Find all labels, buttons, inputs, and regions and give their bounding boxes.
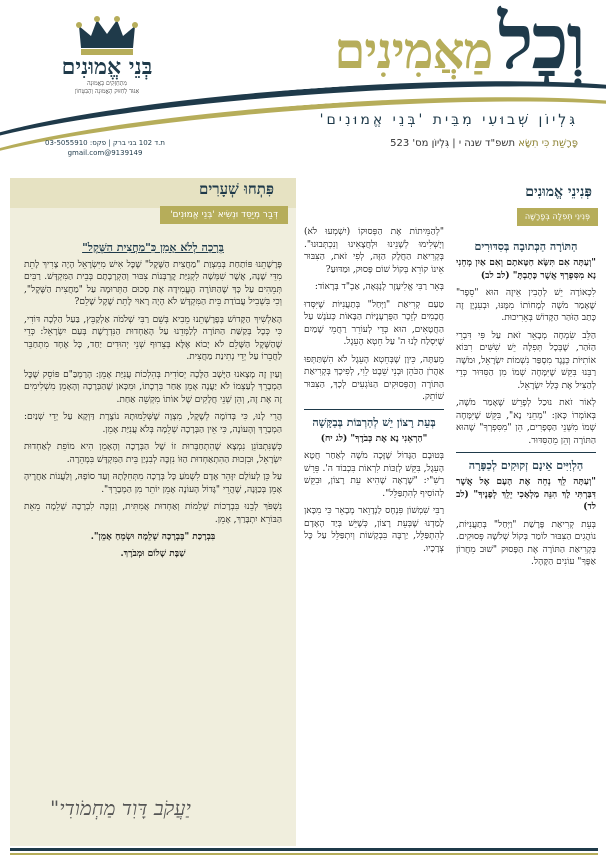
middle-column (304, 226, 444, 846)
issue-line: פָּרָשַׁת כִּי תִשָּׂא תשפ"ד שנה י | גִּלְיוֹן מס' 523 (390, 138, 578, 149)
editorial-paragraph: וְעַיִן זֶה מָצָאנוּ הַיָּשָׁב הַלָּכָה יְסוֹדִית בְּהִלְכוֹת עֲנִיַּת אָמֵן: הָרַמְבַּ"ם פּוֹסֵק שֶׁכׇּל הַמְבָרֵךְ לְעַצְמוֹ לֹא יַעֲנֶה אָמֵן אַחַר בִּרְכָתוֹ, וּמִכָּאן שֶׁהַבְּרָכָה וְהָאָמֵן מִשְׁלִימִים זֶה אֶת זֶה, וְהֵן שְׁנֵי חֲלָקִים שֶׁל אוֹתוֹ מִקְשֵׁה אַחַת. (24, 369, 282, 405)
masthead-subtitle: גִּלְיוֹן שְׁבוּעִי מִבֵּית 'בְּנֵי אֱמוּנִים' (319, 112, 578, 128)
pearls-header (452, 178, 598, 226)
editorial-paragraph: עַל כֵּן לְעוֹלָם יִזָּהֵר אָדָם לִשְׁמֹעַ כָּל בְּרָכָה מִתְּחִלָּתָהּ וְעַד סוֹפָהּ, וְלַעֲנוֹת אַחֲרֶיהָ אָמֵן בְּכַוָּנָה, שֶׁהֲרֵי "גָּדוֹל הָעוֹנֶה אָמֵן יוֹתֵר מִן הַמְבָרֵךְ". (24, 472, 282, 495)
crown-icon (75, 14, 139, 58)
editorial-section-title: פִּתְחוּ שְׁעָרִים (198, 180, 274, 198)
editorial-paragraph: כְּשֶׁנִּתְבּוֹנֵן נִמְצָא שֶׁהִתְחַבְּרוּת זוֹ שֶׁל הַבְּרָכָה וְהָאָמֵן הִיא מוֹפֵת לְאַחְדוּת יִשְׂרָאֵל, וּבִזְכוּת הַהִתְאַחְדוּת הַזּוֹ נִזְכֶּה לְבִנְיַן בֵּית הַמִּקְדָּשׁ בִּמְהֵרָה. (24, 442, 282, 465)
pearls-heading-2: הַלְוִיִּים אֵינָם זְקוּקִים לְכַפָּרָה (468, 459, 584, 472)
masthead-title (204, 0, 584, 86)
middle-paragraph: טַעַם קְרִיאַת "וַיְּחַל" בְּתַעֲנִיּוֹת שֶׁיִּסְּדוּ חֲכָמִים לְזֵכֶר הַפֻּרְעָנֻיּוֹת הַבָּאוֹת כְּעֹנֶשׁ עַל הַחֲטָאִים, הוּא כְּדֵי לְעוֹרֵר רַחֲמֵי שָׁמַיִם שֶׁיִּסְלַח לָנוּ ה' עַל חֵטְא הָעֵגֶל. (304, 299, 444, 347)
issue-year: תשפ"ד שנה י (458, 138, 516, 149)
middle-paragraph: מֵעַתָּה, כֵּיוָן שֶׁבְּחֵטְא הָעֵגֶל לֹא הִשְׁתַּתְּפוּ אַהֲרֹן הַכֹּהֵן וּבְנֵי שֵׁבֶט לֵוִי, לְפִיכָךְ בְּקְרִיאַת הַתּוֹרָה וְהַפְּסוּקִים הַנּוֹגְעִים לְכָךְ, הַצִּבּוּר שׁוֹתֵק. (304, 354, 444, 402)
editorial-heading: בְּרָכָה לְלֹא אָמֵן כִּ"מַחֲצִית הַשֶּׁקֶל" (82, 241, 224, 254)
middle-quote: "הַרְאֵנִי נָא אֶת כְּבֹדֶךָ" (לג יח) (320, 433, 428, 444)
pearls-column (452, 178, 598, 846)
contact-info (30, 138, 180, 158)
divider (304, 409, 444, 410)
issue-number: גִּלְיוֹן מס' 523 (390, 138, 450, 149)
pearls-strip: פְּנִינֵי תְּפִלָּה בְּפָרָשָׁה (517, 208, 598, 226)
editorial-paragraph: הָאַלְשִׁיךְ הַקָּדוֹשׁ בְּפָרָשָׁתֵנוּ מֵבִיא בְּשֵׁם רַבִּי שְׁלֹמֹה אַלְקַבֵּץ, בַּעַל הַלְכָה דּוֹדִי, כִּי כְּכָל בְּקַשַּׁת הַתּוֹרָה לְלַמְּדֵנוּ עַל הָאַחְדוּת הַנִּדְרֶשֶׁת בְּעַם יִשְׂרָאֵל: כְּדֵי שֶׁהַשֶּׁקֶל הַשָּׁלֵם לֹא יָבוֹא אֶלָּא בְּצֵרוּף שְׁנֵי יְהוּדִים יַחַד, כָּל אֶחָד מִתְחַבֵּר לַחֲבֵרוֹ עַל יְדֵי נְתִינַת מַחֲצִית. (24, 314, 282, 362)
pearls-quote-1: "וְעַתָּה אִם תִּשָּׂא חַטָּאתָם וְאִם אַיִן מְחֵנִי נָא מִסִּפְרְךָ אֲשֶׁר כָּתָבְתָּ" (לב לב) (456, 258, 596, 281)
editorial-paragraph: הֲרֵי לָנוּ, כִּי בְּדוֹמֶה לְשֶׁקֶל, מִצְוָה שֶׁשְּׁלֵמוּתָהּ נוֹצֶרֶת דַּוְקָא עַל יְדֵי שְׁנַיִם: הַמְבָרֵךְ וְהָעוֹנֶה, כִּי אֵין הַבְּרָכָה שְׁלֵמָה בְּלֹא עֲנִיַּת אָמֵן. (24, 412, 282, 435)
title-word-1: וְכׇל (497, 0, 584, 86)
logo-name: בְּנֵי אֱמוּנִים (61, 54, 153, 80)
pearls-section-title: פְּנִינֵי אֱמוּנִים (525, 184, 592, 200)
title-word-2: מַאֲמִינִים (334, 21, 493, 80)
editorial-paragraph: פָּרָשָׁתֵנוּ פּוֹתַחַת בְּמִצְוַת "מַחֲצִית הַשֶּׁקֶל" שֶׁכׇּל אִישׁ מִיִּשְׂרָאֵל הָיָה צָרִיךְ לָתֵת מִדֵּי שָׁנָה, אֲשֶׁר שִׁמְּשָׁה לִקְנִיַּת קׇרְבְּנוֹת צִבּוּר וְהַקְרָבָתָם בְּבֵית הַמִּקְדָּשׁ. רַבִּים תְּמֵהִים עַל כָּךְ שֶׁהַתּוֹרָה הֶעֱמִידָה אֶת סְכוּם הַתְּרוּמָה עַל "מַחֲצִית הַשֶּׁקֶל", וְכִי בִּשְׁבִיל עֲבוֹדַת בֵּית הַמִּקְדָּשׁ לֹא הָיָה רָאוּי לָתֵת שֶׁקֶל שָׁלֵם? (24, 259, 282, 307)
masthead (0, 0, 606, 168)
middle-paragraph: בְּאֵר רַבִּי אֱלִיעֶזֶר לֶנְגְּאָה, אַבְ"ד בְּרָאוֹד: (314, 282, 444, 292)
footer-rule-navy (10, 848, 598, 851)
signature: יַעֲקֹב דָּוִד מַחְמֹודִי" (50, 796, 191, 820)
pearls-paragraph: לִכְאוֹרָה יֵשׁ לְהָבִין אֵיזֶה הוּא "סֵפֶר" שֶׁאָמַר מֹשֶׁה לְמָחוֹתוֹ מִמֶּנּוּ, וּבְעִנְיָן זֶה כָּתַב הַזֹּהַר הַקָּדוֹשׁ בְּאֵרִיכוּת. (456, 288, 596, 323)
editorial-header (10, 178, 296, 208)
editorial-paragraph: נִשְׁפֹּךְ לְבֵנוּ בִּבְרָכוֹת שְׁלֵמוֹת וְאַחְדוּת אֲמִתִּית, וְנִזְכֶּה לִבְרָכָה שְׁלֵמָה מֵאֵת הַבּוֹרֵא יִתְבָּרַךְ, אָמֵן. (24, 502, 282, 525)
pearls-quote-2: "וְעַתָּה לֵךְ נְחֵה אֶת הָעָם אֶל אֲשֶׁר דִּבַּרְתִּי לָךְ הִנֵּה מַלְאָכִי יֵלֵךְ לְפָנֶיךָ" (לב לד) (456, 477, 596, 512)
editorial-closing: בִּבְרָכַת "בְּבְרָכָה שְׁלֵמָה וּשְׂמֵחַ אָמֵן". (90, 532, 216, 542)
contact-address: ת.ד 102 בני ברק | פקס: 03-5055910 (45, 139, 165, 147)
middle-body (304, 226, 444, 560)
pearls-paragraph: לְאוֹר זֹאת נוּכַל לְפָרֵשׁ שֶׁאָמַר מֹשֶׁה, בְּאוֹמְרוֹ כָּאן: "מְחֵנִי נָא", בִּקֵּשׁ שֶׁיִּמָּחֶה שְׁמוֹ מִשְּׁנֵי הַסְּפָרִים, הֵן "מִסִּפְרְךָ" שֶׁהוּא הַתּוֹרָה וְהֵן מֵהַסִּדּוּר. (456, 398, 596, 446)
editorial-body (24, 240, 282, 560)
middle-intro: "לְהַמֵּיתוֹת אֶת הַפְּסוּקוֹ (יִשְׁמְעוּ לֹא) וְיָשְׁלִימוּ לְשָׁנֵינוּ וּלְחֲצָאִינוּ וְנִכְתְּבוּנוּ". בְּקְרִיאַת הַחֲלָק הַזֶּה, לְפִי זֹאת, הַצִּבּוּר אֵינוֹ קוֹרֵא בְּקוֹל שׁוֹם פָּסוּק, וּמַדּוּעַ? (304, 227, 444, 275)
editorial-column (10, 178, 296, 846)
middle-paragraph: בְּטוּבָם הַגָּדוֹל שֶׁזָּכָה מֹשֶׁה לְאַחַר חֲטָא הָעֵגֶל, בִּקֵּשׁ לְזַכּוֹת לִרְאוֹת בִּכְבוֹד ה'. פֵּרֵשׁ רַשִׁ"י: "שֶׁרָאָה שֶׁהִיא עֵת רָצוֹן, וּבִקֵּשׁ לְהוֹסִיף לְהִתְפַּלֵּל". (304, 451, 444, 499)
footer-rule-gold (10, 853, 598, 855)
divider (456, 452, 596, 453)
middle-heading: בְּעֵת רָצוֹן יֵשׁ לְהַרְבּוֹת בְּבַקָּשָׁה (312, 415, 436, 429)
contact-email[interactable]: 9139149@gmail.com (67, 149, 143, 157)
logo (32, 14, 182, 114)
logo-tagline: מִתְחַזְּקִים בָּאֱמוּנָה (87, 80, 127, 87)
issue-parasha: פָּרָשַׁת כִּי תִשָּׂא (518, 138, 578, 149)
editorial-strip: דְּבַר מְיַסֵּד וּנְשִׂיא 'בְּנֵי אֱמוּנִים' (160, 206, 288, 224)
editorial-greeting: שַׁבָּת שָׁלוֹם וּמְבֹרָךְ. (120, 548, 186, 559)
logo-tagline-2: אִגּוּד לְחִזּוּק הָאֱמוּנָה וְהַבִּטָּחוֹן (74, 88, 140, 95)
pearls-paragraph: הַלֵּב שִׂמְחָה מְבָאֵר זֹאת עַל פִּי דִּבְרֵי הַזֹּהַר, שֶׁבְּכָל תְּפִלָּה יֵשׁ שִׁשִּׁים רִבּוֹא אוֹתִיּוֹת כְּנֶגֶד מִסְפַּר נִשְׁמוֹת יִשְׂרָאֵל, וּמֹשֶׁה רַבֵּנוּ בִּקֵּשׁ שֶׁיִּמָּחֶה שְׁמוֹ מִן הַסִּדּוּר כְּדֵי לְהַצִּיל אֶת כְּלַל יִשְׂרָאֵל. (456, 330, 596, 391)
pearls-heading-1: הַתּוֹרָה הַכְּתוּבָה בְּסִדּוּרִים (474, 240, 578, 253)
pearls-body (456, 234, 596, 574)
middle-paragraph: רַבִּי שִׁמְשׁוֹן פִּנְחָס לַנְדָוֵאר מְבָאֵר כִּי מִכָּאן לָמַדְנוּ שֶׁבְּעֵת רָצוֹן, כְּשֶׁיֵּשׁ בְּיַד הָאָדָם לְהִתְפַּלֵּל, יַרְבֶּה בִּבְקָשׁוֹת וְיִתְפַּלֵּל עַל כָּל צְרָכָיו. (304, 506, 444, 554)
pearls-paragraph: בְּעֵת קְרִיאַת פָּרָשַׁת "וַיְּחַל" בְּתַעֲנִיּוֹת, נוֹהֲגִים הַצִּבּוּר לוֹמַר בְּקוֹל שְׁלֹשָׁה פְּסוּקִים. בְּקְרִיאַת הַתּוֹרָה אֶת הַפָּסוּק "שׁוּב מֵחֲרוֹן אַפֶּךָ" עוֹנִים הַקָּהָל. (456, 519, 596, 567)
